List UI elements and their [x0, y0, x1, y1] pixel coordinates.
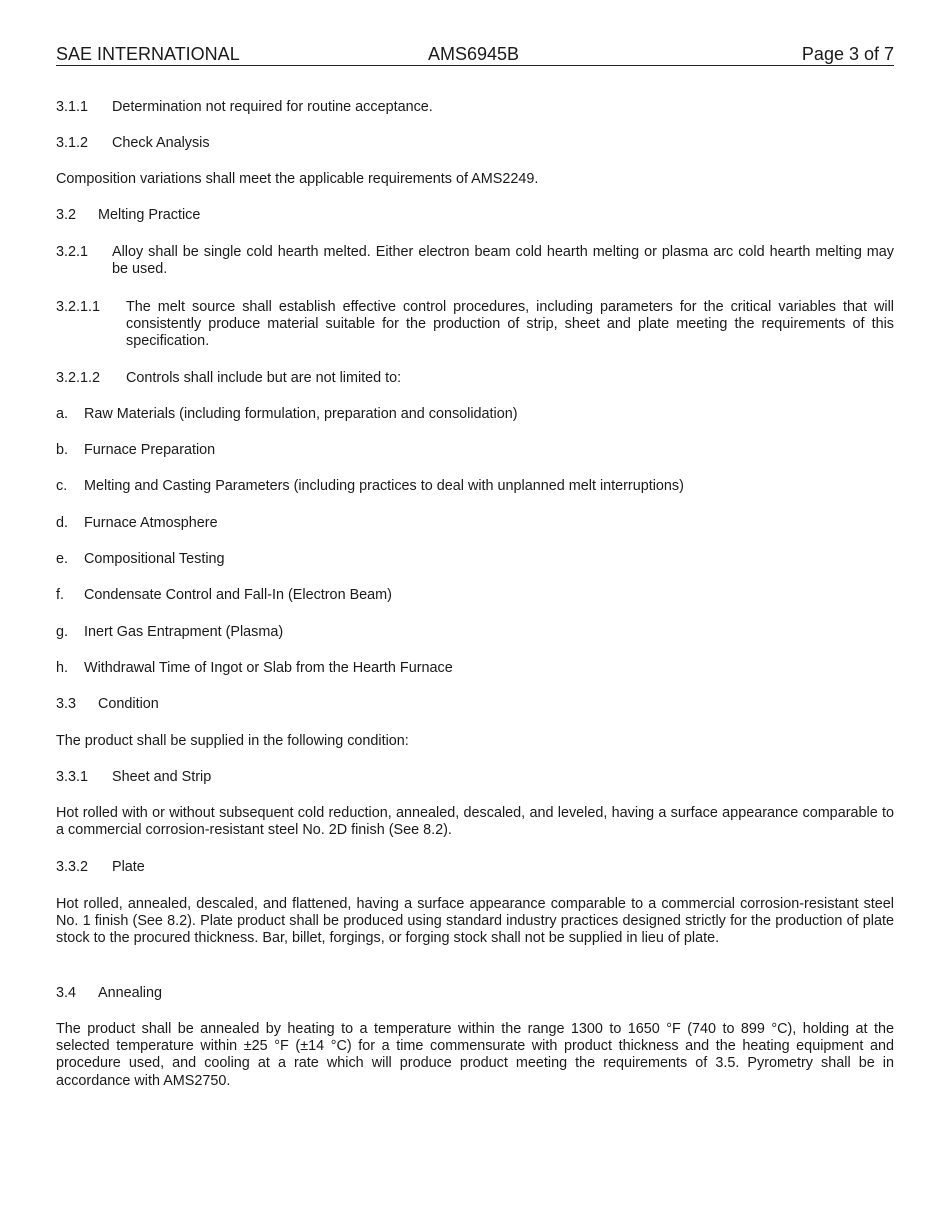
section-3-2	[56, 207, 894, 225]
section-3-2-1	[56, 244, 894, 280]
section-number: 3.2.1	[56, 244, 89, 260]
list-item-text: Furnace Atmosphere	[84, 515, 218, 531]
section-number: 3.1.1	[56, 99, 89, 115]
section-number: 3.2.1.2	[56, 370, 101, 386]
section-3-3	[56, 696, 894, 714]
section-number: 3.2	[56, 207, 77, 223]
list-item-letter: d.	[56, 515, 69, 531]
list-item-letter: f.	[56, 587, 64, 603]
paragraph-sheet-strip: Hot rolled with or without subsequent cold reduction, annealed, descaled, and leveled, having a surface appearance comparable to a commercial corrosion-resistant steel No. 2D finish (See 8.2).	[56, 805, 894, 839]
section-number: 3.3.2	[56, 859, 89, 875]
list-item-text: Melting and Casting Parameters (including practices to deal with unplanned melt interruptions)	[84, 478, 684, 494]
section-text: The melt source shall establish effective control procedures, including parameters for the critical variables that will consistently produce material suitable for the production of strip, sheet and plate meeting the requirements of this specification.	[126, 299, 894, 350]
section-heading: Sheet and Strip	[112, 769, 212, 785]
section-number: 3.2.1.1	[56, 299, 101, 315]
header-organization: SAE INTERNATIONAL	[56, 44, 240, 64]
list-item	[56, 406, 894, 424]
section-number: 3.3.1	[56, 769, 89, 785]
list-item-text: Furnace Preparation	[84, 442, 216, 458]
section-3-2-1-1	[56, 299, 894, 353]
section-number: 3.1.2	[56, 135, 89, 151]
list-item-text: Raw Materials (including formulation, preparation and consolidation)	[84, 406, 518, 422]
paragraph-condition: The product shall be supplied in the following condition:	[56, 733, 409, 749]
section-number: 3.4	[56, 985, 77, 1001]
section-text: Alloy shall be single cold hearth melted. Either electron beam cold hearth melting or plasma arc cold hearth melting may be used.	[112, 244, 894, 278]
list-item	[56, 587, 894, 605]
section-text: Determination not required for routine acceptance.	[112, 99, 433, 115]
list-item	[56, 442, 894, 460]
section-3-2-1-2	[56, 370, 894, 388]
list-item-letter: b.	[56, 442, 69, 458]
header-document-number: AMS6945B	[428, 44, 520, 64]
list-item-letter: h.	[56, 660, 69, 676]
list-item	[56, 624, 894, 642]
list-item-text: Condensate Control and Fall-In (Electron Beam)	[84, 587, 392, 603]
list-item-text: Compositional Testing	[84, 551, 225, 567]
section-3-3-2	[56, 859, 894, 877]
section-3-4	[56, 985, 894, 1003]
section-heading: Annealing	[98, 985, 163, 1001]
section-text: Controls shall include but are not limited to:	[126, 370, 402, 386]
page-header	[56, 43, 894, 66]
paragraph-annealing: The product shall be annealed by heating to a temperature within the range 1300 to 1650 °F (740 to 899 °C), holding at the selected temperature within ±25 °F (±14 °C) for a time commensurate with product thickness and the heating equipment and procedure used, and cooling at a rate which will produce product meeting the requirements of 3.5. Pyrometry shall be in accordance with AMS2750.	[56, 1021, 894, 1089]
list-item-letter: e.	[56, 551, 69, 567]
paragraph-composition: Composition variations shall meet the applicable requirements of AMS2249.	[56, 171, 539, 187]
list-item	[56, 478, 894, 496]
section-heading: Plate	[112, 859, 145, 875]
section-heading: Check Analysis	[112, 135, 210, 151]
section-3-1-1	[56, 99, 894, 117]
list-item-letter: a.	[56, 406, 69, 422]
section-number: 3.3	[56, 696, 77, 712]
list-item-letter: g.	[56, 624, 69, 640]
list-item	[56, 551, 894, 569]
section-heading: Melting Practice	[98, 207, 201, 223]
list-item	[56, 515, 894, 533]
header-page-number: Page 3 of 7	[801, 44, 894, 64]
list-item-text: Inert Gas Entrapment (Plasma)	[84, 624, 284, 640]
list-item-letter: c.	[56, 478, 68, 494]
section-3-1-2	[56, 135, 894, 153]
section-heading: Condition	[98, 696, 159, 712]
list-item-text: Withdrawal Time of Ingot or Slab from the Hearth Furnace	[84, 660, 453, 676]
paragraph-plate: Hot rolled, annealed, descaled, and flattened, having a surface appearance comparable to a commercial corrosion-resistant steel No. 1 finish (See 8.2). Plate product shall be produced using standard industry practices designed strictly for the production of plate stock to the procured thickness. Bar, billet, forgings, or forging stock shall not be supplied in lieu of plate.	[56, 896, 894, 947]
section-3-3-1	[56, 769, 894, 787]
list-item	[56, 660, 894, 678]
